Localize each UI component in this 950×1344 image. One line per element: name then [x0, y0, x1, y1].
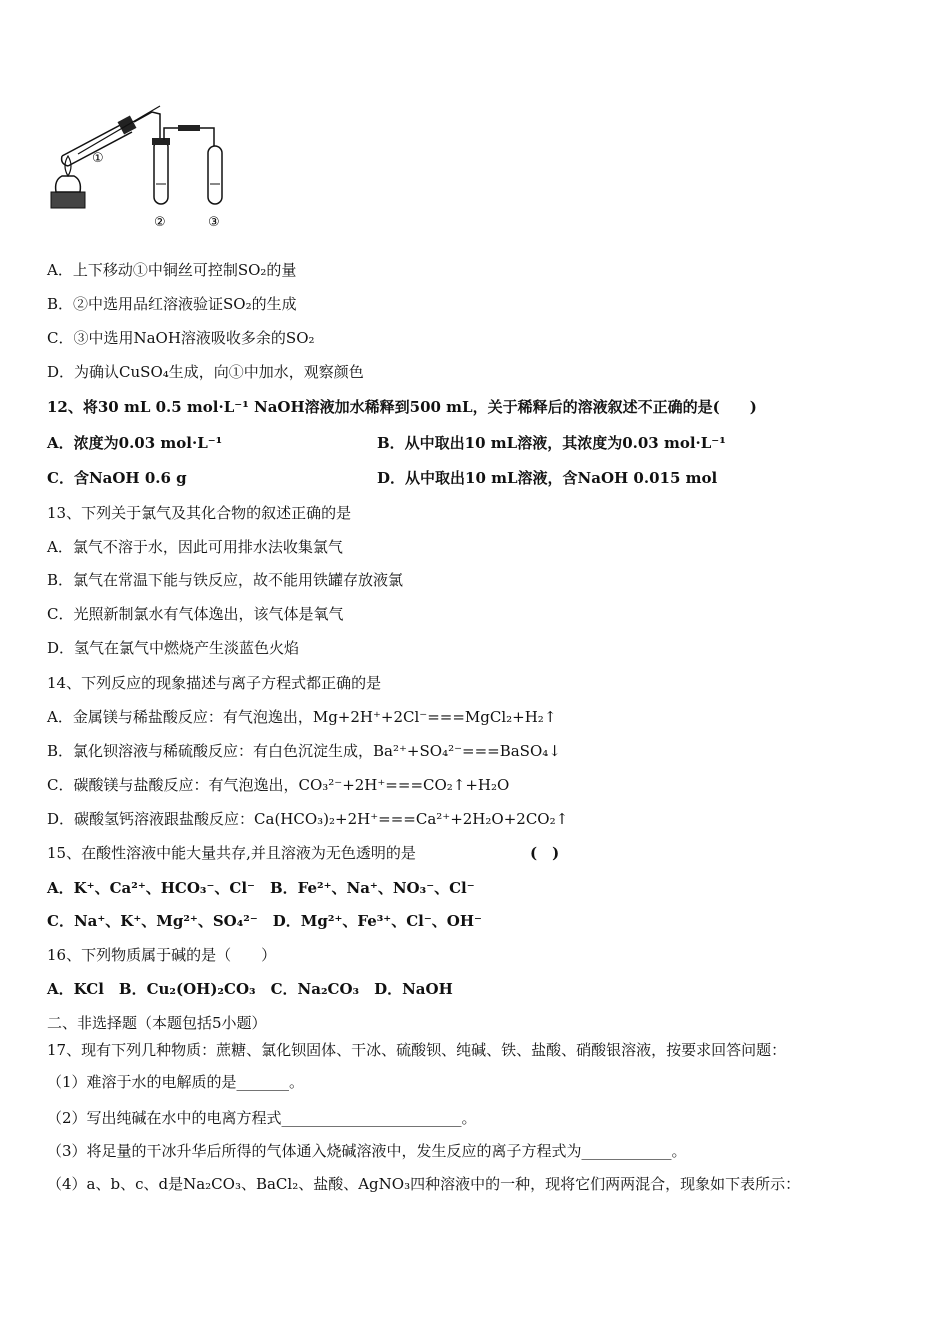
- q11-option-b: B．②中选用品红溶液验证SO₂的生成: [47, 295, 297, 313]
- q13-option-b: B．氯气在常温下能与铁反应，故不能用铁罐存放液氯: [47, 571, 404, 589]
- q12-option-b: B．从中取出10 mL溶液，其浓度为0.03 mol·L⁻¹: [377, 434, 726, 452]
- q13-option-a: A．氯气不溶于水，因此可用排水法收集氯气: [47, 538, 343, 556]
- q17-part2: （2）写出纯碱在水中的电离方程式________________________。: [47, 1109, 477, 1127]
- q17-stem: 17、现有下列几种物质：蔗糖、氯化钡固体、干冰、硫酸钡、纯碱、铁、盐酸、硝酸银溶液，按要求回答问题：: [47, 1041, 787, 1059]
- apparatus-figure: [48, 100, 238, 235]
- q14-option-b: B．氯化钡溶液与稀硫酸反应：有白色沉淀生成，Ba²⁺+SO₄²⁻===BaSO₄↓: [47, 742, 561, 760]
- label-3: ③: [208, 215, 220, 230]
- q15-options-ab: A．K⁺、Ca²⁺、HCO₃⁻、Cl⁻ B．Fe²⁺、Na⁺、NO₃⁻、Cl⁻: [47, 879, 475, 897]
- q12-option-a: A．浓度为0.03 mol·L⁻¹: [47, 434, 223, 452]
- q13-stem: 13、下列关于氯气及其化合物的叙述正确的是: [47, 504, 352, 522]
- label-1: ①: [92, 151, 104, 166]
- q13-option-d: D．氢气在氯气中燃烧产生淡蓝色火焰: [47, 639, 300, 657]
- section-heading: 二、非选择题（本题包括5小题）: [47, 1014, 267, 1032]
- q16-stem: 16、下列物质属于碱的是（ ）: [47, 946, 277, 964]
- lamp-stand: [51, 192, 85, 208]
- test-tube-3: [208, 146, 222, 204]
- q15-stem: 15、在酸性溶液中能大量共存,并且溶液为无色透明的是: [47, 844, 416, 862]
- q12-stem: 12、将30 mL 0.5 mol·L⁻¹ NaOH溶液加水稀释到500 mL，关于稀释后的溶液叙述不正确的是( ): [47, 398, 757, 416]
- q15-options-cd: C．Na⁺、K⁺、Mg²⁺、SO₄²⁻ D．Mg²⁺、Fe³⁺、Cl⁻、OH⁻: [47, 912, 482, 930]
- q17-part3: （3）将足量的干冰升华后所得的气体通入烧碱溶液中，发生反应的离子方程式为____________。: [47, 1142, 687, 1160]
- q11-option-d: D．为确认CuSO₄生成，向①中加水，观察颜色: [47, 363, 364, 381]
- q16-options: A．KCl B．Cu₂(OH)₂CO₃ C．Na₂CO₃ D．NaOH: [47, 980, 453, 998]
- q12-option-c: C．含NaOH 0.6 g: [47, 469, 187, 487]
- delivery-tube-1: [134, 112, 160, 140]
- label-2: ②: [154, 215, 166, 230]
- q17-part4: （4）a、b、c、d是Na₂CO₃、BaCl₂、盐酸、AgNO₃四种溶液中的一种，现将它们两两混合，现象如下表所示：: [47, 1175, 801, 1193]
- q14-option-d: D．碳酸氢钙溶液跟盐酸反应：Ca(HCO₃)₂+2H⁺===Ca²⁺+2H₂O+2CO₂↑: [47, 810, 569, 828]
- test-tube-2: [152, 138, 170, 204]
- q17-part1: （1）难溶于水的电解质的是_______。: [47, 1073, 305, 1091]
- q15-answer-paren: ( ): [530, 844, 560, 862]
- q12-option-d: D．从中取出10 mL溶液，含NaOH 0.015 mol: [377, 469, 718, 487]
- alcohol-lamp: [56, 176, 81, 192]
- q14-stem: 14、下列反应的现象描述与离子方程式都正确的是: [47, 674, 382, 692]
- copper-wire: [78, 106, 160, 154]
- q13-option-c: C．光照新制氯水有气体逸出，该气体是氧气: [47, 605, 344, 623]
- q11-option-c: C．③中选用NaOH溶液吸收多余的SO₂: [47, 329, 315, 347]
- q14-option-a: A．金属镁与稀盐酸反应：有气泡逸出，Mg+2H⁺+2Cl⁻===MgCl₂+H₂↑: [47, 708, 557, 726]
- q11-option-a: A．上下移动①中铜丝可控制SO₂的量: [47, 261, 297, 279]
- q14-option-c: C．碳酸镁与盐酸反应：有气泡逸出，CO₃²⁻+2H⁺===CO₂↑+H₂O: [47, 776, 510, 794]
